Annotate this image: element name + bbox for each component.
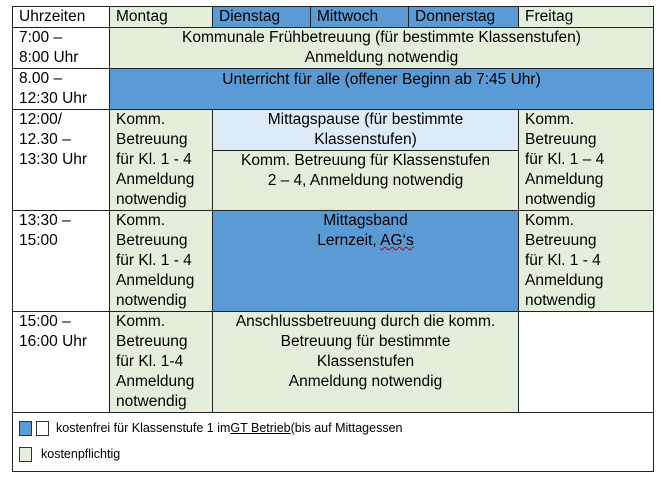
midday-band-title: Mittagsband bbox=[323, 212, 408, 229]
header-monday: Montag bbox=[110, 7, 213, 28]
header-thursday: Donnerstag bbox=[409, 7, 519, 28]
header-times: Uhrzeiten bbox=[13, 7, 110, 28]
row-midday-band bbox=[13, 211, 654, 312]
time-cell: 15:00 – 16:00 Uhr bbox=[13, 312, 110, 413]
midday-band-subtitle: Lernzeit, AG‘s bbox=[317, 232, 414, 249]
early-care-cell: Kommunale Frühbetreuung (für bestimmte Klassenstufen) Anmeldung notwendig bbox=[110, 28, 654, 69]
midday-band-cell bbox=[213, 211, 519, 312]
time-cell: 12:00/ 12.30 – 13:30 Uhr bbox=[13, 110, 110, 211]
time-cell: 7:00 – 8:00 Uhr bbox=[13, 28, 110, 69]
legend-free: kostenfrei für Klassenstufe 1 im GT Betrieb (bis auf Mittagessen bbox=[19, 415, 647, 441]
friday-empty-cell bbox=[519, 312, 654, 413]
lunch-cell bbox=[213, 110, 519, 211]
schedule-table bbox=[12, 6, 654, 472]
lessons-cell: Unterricht für alle (offener Beginn ab 7:45 Uhr) bbox=[110, 69, 654, 110]
header-row bbox=[13, 7, 654, 28]
header-friday: Freitag bbox=[519, 7, 654, 28]
row-afternoon-care bbox=[13, 312, 654, 413]
lunch-care-text: Komm. Betreuung für Klassenstufen 2 – 4, Anmeldung notwendig bbox=[213, 151, 518, 209]
green-swatch-icon bbox=[19, 447, 32, 462]
time-cell: 13:30 – 15:00 bbox=[13, 211, 110, 312]
time-cell: 8.00 – 12:30 Uhr bbox=[13, 69, 110, 110]
legend bbox=[13, 413, 654, 472]
gt-betrieb-link[interactable]: GT Betrieb bbox=[230, 421, 291, 435]
row-early-care bbox=[13, 28, 654, 69]
blue-swatch-icon bbox=[19, 421, 32, 436]
row-lessons bbox=[13, 69, 654, 110]
row-lunch bbox=[13, 110, 654, 211]
header-tuesday: Dienstag bbox=[213, 7, 311, 28]
friday-care-cell: Komm. Betreuung für Kl. 1 – 4 Anmeldung notwendig bbox=[519, 110, 654, 211]
monday-care-cell: Komm. Betreuung für Kl. 1-4 Anmeldung notwendig bbox=[110, 312, 213, 413]
lunch-break-text: Mittagspause (für bestimmte Klassenstufen) bbox=[213, 110, 518, 151]
monday-care-cell: Komm. Betreuung für Kl. 1 - 4 Anmeldung notwendig bbox=[110, 211, 213, 312]
legend-paid: kostenpflichtig bbox=[19, 441, 647, 467]
legend-row bbox=[13, 413, 654, 472]
white-swatch-icon bbox=[36, 421, 49, 436]
friday-care-cell: Komm. Betreuung für Kl. 1 - 4 Anmeldung notwendig bbox=[519, 211, 654, 312]
monday-care-cell: Komm. Betreuung für Kl. 1 - 4 Anmeldung notwendig bbox=[110, 110, 213, 211]
afternoon-care-cell: Anschlussbetreuung durch die komm. Betreuung für bestimmte Klassenstufen Anmeldung notwendig bbox=[213, 312, 519, 413]
header-wednesday: Mittwoch bbox=[311, 7, 409, 28]
